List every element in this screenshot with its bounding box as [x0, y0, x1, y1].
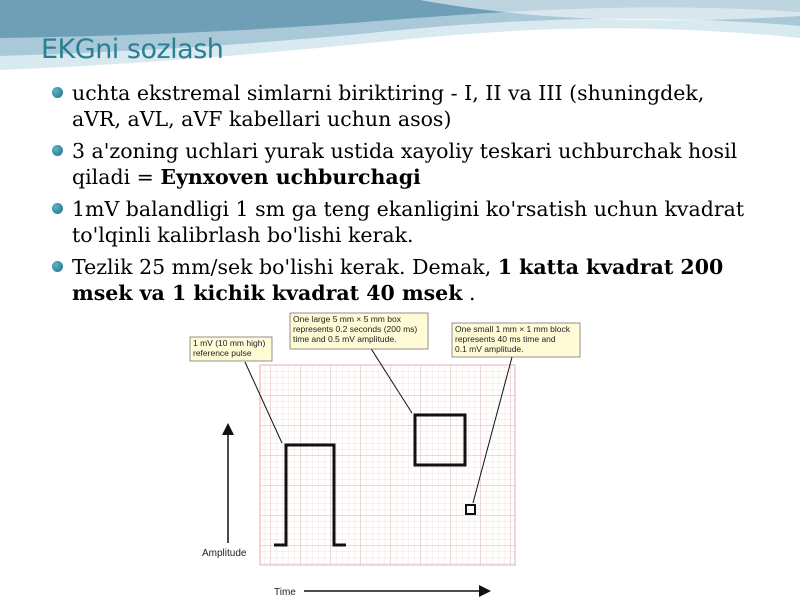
bullet-item-4 [50, 254, 750, 306]
ecg-grid-figure [180, 305, 600, 600]
large-box-callout-line: represents 0.2 seconds (200 ms) [293, 324, 418, 334]
large-box-callout [290, 313, 428, 349]
bullet-list [50, 80, 750, 312]
slide-title: EKGni sozlash [41, 34, 224, 65]
bullet-item-3 [50, 196, 750, 248]
bullet-dot-icon [52, 261, 63, 272]
bullet-dot-icon [52, 203, 63, 214]
small-box-callout-line: 0.1 mV amplitude. [455, 344, 524, 354]
bullet-text: 3 a'zoning uchlari yurak ustida xayoliy teskari uchburchak hosil qiladi = [72, 139, 738, 189]
bullet-item-1 [50, 80, 750, 132]
bullet-bold-text: Eynxoven uchburchagi [160, 165, 421, 189]
bullet-item-2 [50, 138, 750, 190]
calibration-callout-line: reference pulse [193, 348, 252, 358]
small-box-callout [452, 323, 580, 357]
bullet-text: . [462, 281, 476, 305]
calibration-callout [190, 337, 272, 361]
small-box-callout-line: represents 40 ms time and [455, 334, 556, 344]
bullet-dot-icon [52, 145, 63, 156]
amplitude-axis-label: Amplitude [202, 548, 247, 559]
bullet-dot-icon [52, 87, 63, 98]
calibration-callout-line: 1 mV (10 mm high) [193, 338, 266, 348]
bullet-text: 1mV balandligi 1 sm ga teng ekanligini ko'rsatish uchun kvadrat to'lqinli kalibrlash bo'lishi kerak. [72, 197, 745, 247]
small-box-callout-line: One small 1 mm × 1 mm block [455, 324, 571, 334]
large-box-callout-line: One large 5 mm × 5 mm box [293, 314, 401, 324]
ecg-grid-paper [260, 365, 515, 565]
large-box-callout-line: time and 0.5 mV amplitude. [293, 334, 397, 344]
bullet-text: Tezlik 25 mm/sek bo'lishi kerak. Demak, [72, 255, 498, 279]
bullet-text: uchta ekstremal simlarni biriktiring - I, II va III (shuningdek, aVR, aVL, aVF kabellari uchun asos) [72, 81, 705, 131]
bullet-bold-text: 1 katta kvadrat 200 msek va 1 kichik kvadrat 40 msek [72, 255, 724, 305]
time-axis-label: Time [274, 587, 296, 598]
